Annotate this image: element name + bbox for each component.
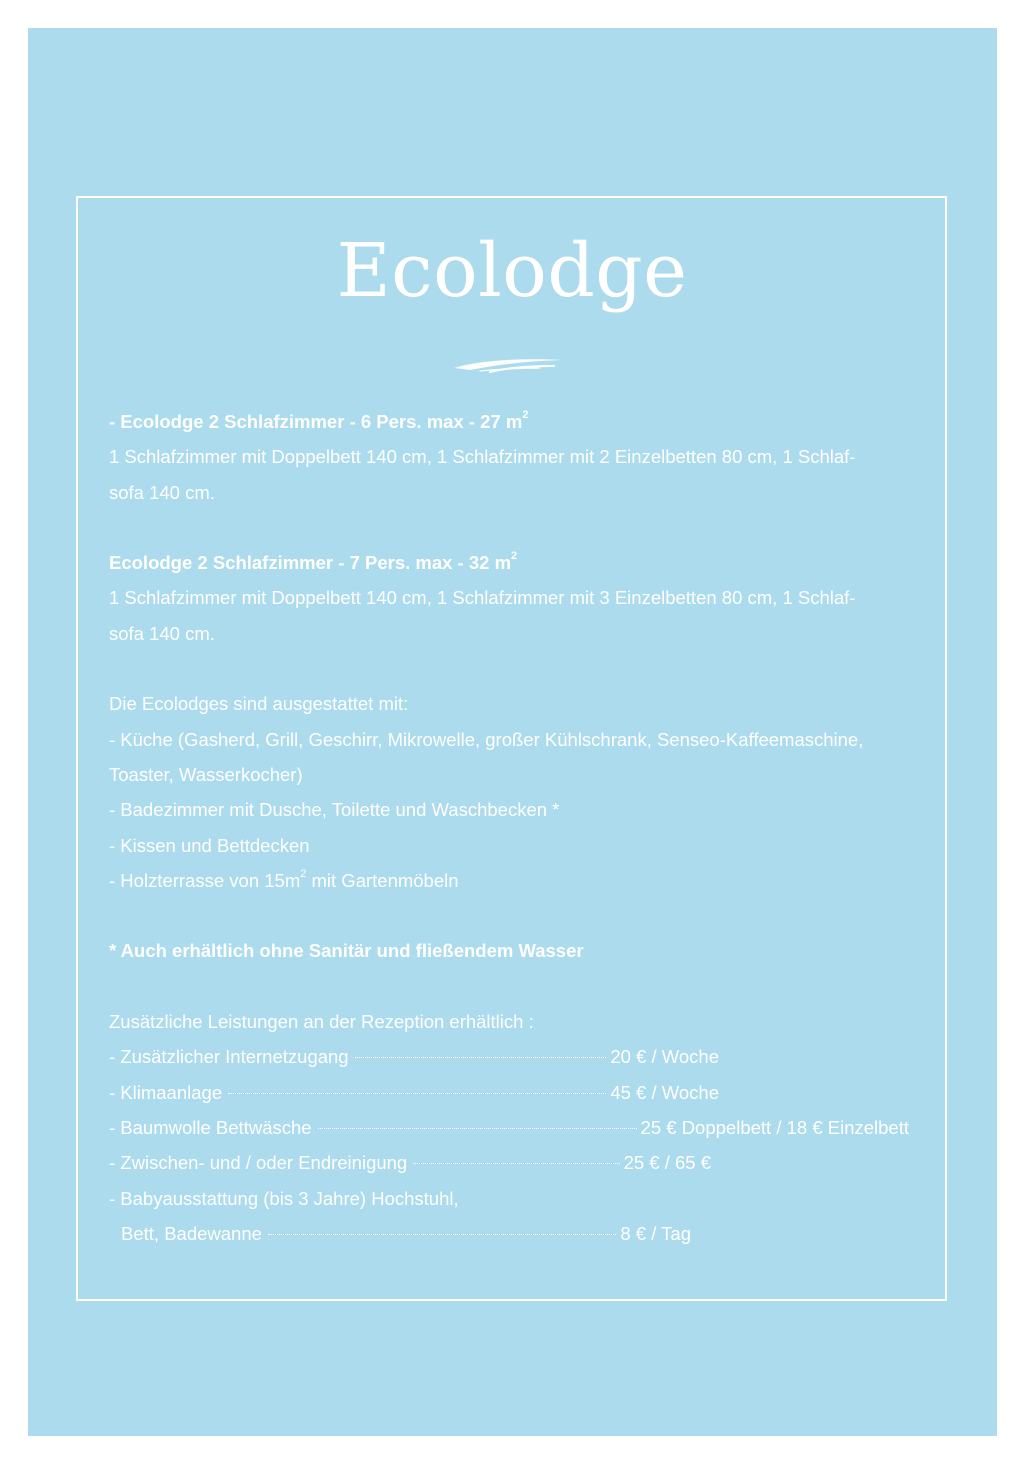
unit-heading-1: - Ecolodge 2 Schlafzimmer - 6 Pers. max - 27 $m^2$ bbox=[109, 408, 529, 432]
service-label: - Klimaanlage bbox=[109, 1081, 223, 1103]
service-label: - Zwischen- und / oder Endreinigung bbox=[109, 1152, 408, 1174]
sanitary-note: * Auch erhältlich ohne Sanitär und fließendem Wasser bbox=[109, 940, 584, 962]
service-label: - Zusätzlicher Internetzugang bbox=[109, 1046, 349, 1068]
service-price: 45 € / Woche bbox=[610, 1081, 719, 1103]
service-row-aircon bbox=[109, 1075, 909, 1110]
service-label: - Baumwolle Bettwäsche bbox=[109, 1116, 312, 1138]
dot-leader bbox=[228, 1093, 606, 1094]
page-title: Ecolodge bbox=[336, 228, 688, 314]
unit-description-1-line2: sofa 140 cm. bbox=[109, 481, 215, 503]
service-row-linen bbox=[109, 1110, 909, 1145]
equipment-item: - Kissen und Bettdecken bbox=[109, 834, 310, 856]
service-label: Bett, Badewanne bbox=[121, 1222, 262, 1244]
services-intro: Zusätzliche Leistungen an der Rezeption erhältlich : bbox=[109, 1011, 534, 1033]
service-price: 25 € / 65 € bbox=[623, 1152, 711, 1174]
dot-leader bbox=[413, 1163, 619, 1164]
equipment-item-terrace: - Holzterrasse von $15m^2$ mit Gartenmöbeln bbox=[109, 867, 459, 891]
service-row-cleaning bbox=[109, 1145, 909, 1180]
service-row-baby bbox=[109, 1216, 909, 1251]
service-baby-line1: - Babyausstattung (bis 3 Jahre) Hochstuhl, bbox=[109, 1187, 459, 1209]
dot-leader bbox=[318, 1128, 637, 1129]
equipment-item: - Badezimmer mit Dusche, Toilette und Waschbecken * bbox=[109, 799, 560, 821]
service-price: 8 € / Tag bbox=[620, 1222, 691, 1244]
unit-heading-2: Ecolodge 2 Schlafzimmer - 7 Pers. max - 32 $m^2$ bbox=[109, 550, 518, 574]
dot-leader bbox=[355, 1057, 607, 1058]
service-price: 25 € Doppelbett / 18 € Einzelbett bbox=[640, 1116, 909, 1138]
unit-description-1-line1: 1 Schlafzimmer mit Doppelbett 140 cm, 1 Schlafzimmer mit 2 Einzelbetten 80 cm, 1 Schlaf- bbox=[109, 446, 856, 468]
dot-leader bbox=[268, 1234, 616, 1235]
equipment-item: - Küche (Gasherd, Grill, Geschirr, Mikrowelle, großer Kühlschrank, Senseo-Kaffeemaschine, bbox=[109, 728, 864, 750]
equipment-intro: Die Ecolodges sind ausgestattet mit: bbox=[109, 693, 409, 715]
service-price: 20 € / Woche bbox=[610, 1046, 719, 1068]
unit-description-2-line1: 1 Schlafzimmer mit Doppelbett 140 cm, 1 Schlafzimmer mit 3 Einzelbetten 80 cm, 1 Schlaf- bbox=[109, 587, 856, 609]
lodge-description bbox=[109, 404, 929, 1251]
equipment-item: Toaster, Wasserkocher) bbox=[109, 763, 303, 785]
decorative-swash-icon bbox=[450, 352, 566, 378]
unit-description-2-line2: sofa 140 cm. bbox=[109, 622, 215, 644]
service-row-internet bbox=[109, 1039, 909, 1074]
